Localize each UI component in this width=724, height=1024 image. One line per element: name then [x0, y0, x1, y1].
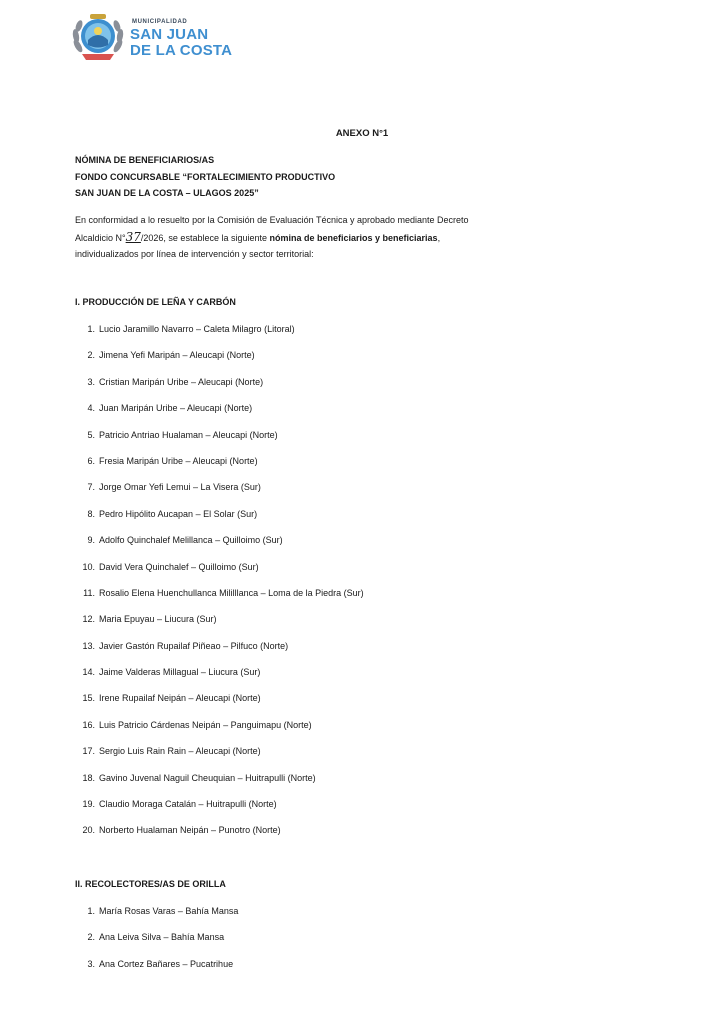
- municipality-logo: [70, 12, 232, 64]
- heading-line-3: SAN JUAN DE LA COSTA – ULAGOS 2025”: [75, 188, 259, 198]
- item-text: Adolfo Quinchalef Melillanca – Quilloimo (Sur): [99, 535, 283, 546]
- item-number: 2.: [87, 932, 95, 943]
- item-number: 3.: [87, 958, 95, 969]
- item-text: Jorge Omar Yefi Lemui – La Visera (Sur): [99, 482, 261, 493]
- item-number: 1.: [87, 906, 95, 916]
- document-title: ANEXO N°1: [335, 128, 389, 139]
- item-number: 19.: [82, 799, 95, 810]
- item-text: Javier Gastón Rupailaf Piñeao – Pilfuco (Norte): [99, 640, 289, 651]
- item-text: Jimena Yefi Maripán – Aleucapi (Norte): [99, 350, 255, 361]
- item-text: Juan Maripán Uribe – Aleucapi (Norte): [99, 403, 253, 414]
- item-text: Maria Epuyau – Liucura (Sur): [99, 614, 217, 625]
- item-number: 3.: [87, 376, 95, 387]
- item-number: 4.: [87, 403, 95, 414]
- item-text: Ana Cortez Bañares – Pucatrihue: [99, 958, 234, 969]
- intro-decree-label: Alcaldicio N°: [75, 232, 126, 243]
- intro-line-2: [75, 229, 655, 247]
- item-text: Lucio Jaramillo Navarro – Caleta Milagro (Litoral): [99, 324, 295, 334]
- item-text: Sergio Luis Rain Rain – Aleucapi (Norte): [99, 746, 261, 757]
- item-text: Rosalio Elena Huenchullanca Mililllanca – Loma de la Piedra (Sur): [99, 587, 364, 598]
- item-text: María Rosas Varas – Bahía Mansa: [99, 906, 239, 916]
- document-heading: [75, 152, 335, 202]
- item-text: Ana Leiva Silva – Bahía Mansa: [99, 932, 225, 943]
- item-number: 1.: [87, 324, 95, 334]
- item-text: Fresia Maripán Uribe – Aleucapi (Norte): [99, 455, 258, 466]
- section-title-leña-carbon: I. PRODUCCIÓN DE LEÑA Y CARBÓN: [75, 297, 236, 307]
- item-number: 7.: [87, 482, 95, 493]
- item-text: Pedro Hipólito Aucapan – El Solar (Sur): [99, 508, 258, 519]
- item-number: 18.: [82, 772, 95, 783]
- intro-line-3: individualizados por línea de intervención y sector territorial:: [75, 249, 314, 259]
- item-number: 2.: [87, 350, 95, 361]
- intro-line-1: En conformidad a lo resuelto por la Comisión de Evaluación Técnica y aprobado mediante Decreto: [75, 215, 469, 225]
- item-number: 11.: [83, 587, 95, 598]
- item-number: 9.: [87, 535, 95, 546]
- item-text: Patricio Antriao Hualaman – Aleucapi (Norte): [99, 429, 278, 440]
- municipality-label: MUNICIPALIDAD: [132, 18, 188, 25]
- item-text: Claudio Moraga Catalán – Huitrapulli (Norte): [99, 799, 277, 810]
- item-number: 16.: [82, 719, 95, 730]
- item-text: Luis Patricio Cárdenas Neipán – Panguimapu (Norte): [99, 719, 312, 730]
- item-number: 17.: [82, 746, 95, 757]
- item-text: Gavino Juvenal Naguil Cheuquian – Huitrapulli (Norte): [99, 772, 316, 783]
- item-number: 13.: [82, 640, 95, 651]
- municipality-name-line2: DE LA COSTA: [130, 41, 233, 59]
- item-text: David Vera Quinchalef – Quilloimo (Sur): [99, 561, 259, 572]
- item-number: 6.: [87, 455, 95, 466]
- intro-comma: ,: [437, 232, 441, 243]
- intro-bold-phrase: nómina de beneficiarios y beneficiarias: [269, 232, 438, 243]
- item-number: 15.: [82, 693, 95, 704]
- item-text: Norberto Hualaman Neipán – Punotro (Norte): [99, 825, 281, 836]
- item-number: 20.: [82, 825, 95, 836]
- municipality-name-line1: SAN JUAN: [130, 25, 209, 43]
- municipal-seal-icon: [70, 12, 126, 64]
- section-title-recolectores: II. RECOLECTORES/AS DE ORILLA: [75, 879, 226, 889]
- item-number: 10.: [82, 561, 95, 572]
- item-number: 8.: [87, 508, 95, 519]
- heading-line-2: FONDO CONCURSABLE “FORTALECIMIENTO PRODUCTIVO: [75, 171, 336, 182]
- item-text: Cristian Maripán Uribe – Aleucapi (Norte): [99, 376, 264, 387]
- intro-paragraph: [75, 212, 655, 263]
- intro-decree-year: /2026, se establece la siguiente: [140, 232, 270, 243]
- heading-line-1: NÓMINA DE BENEFICIARIOS/AS: [75, 155, 215, 165]
- item-number: 14.: [82, 667, 95, 678]
- item-number: 12.: [82, 614, 95, 625]
- item-text: Irene Rupailaf Neipán – Aleucapi (Norte): [99, 693, 261, 704]
- item-number: 5.: [87, 429, 95, 440]
- municipality-name: [130, 19, 232, 58]
- handwritten-decree-number: 37: [125, 229, 141, 244]
- item-text: Jaime Valderas Millagual – Liucura (Sur): [99, 667, 261, 678]
